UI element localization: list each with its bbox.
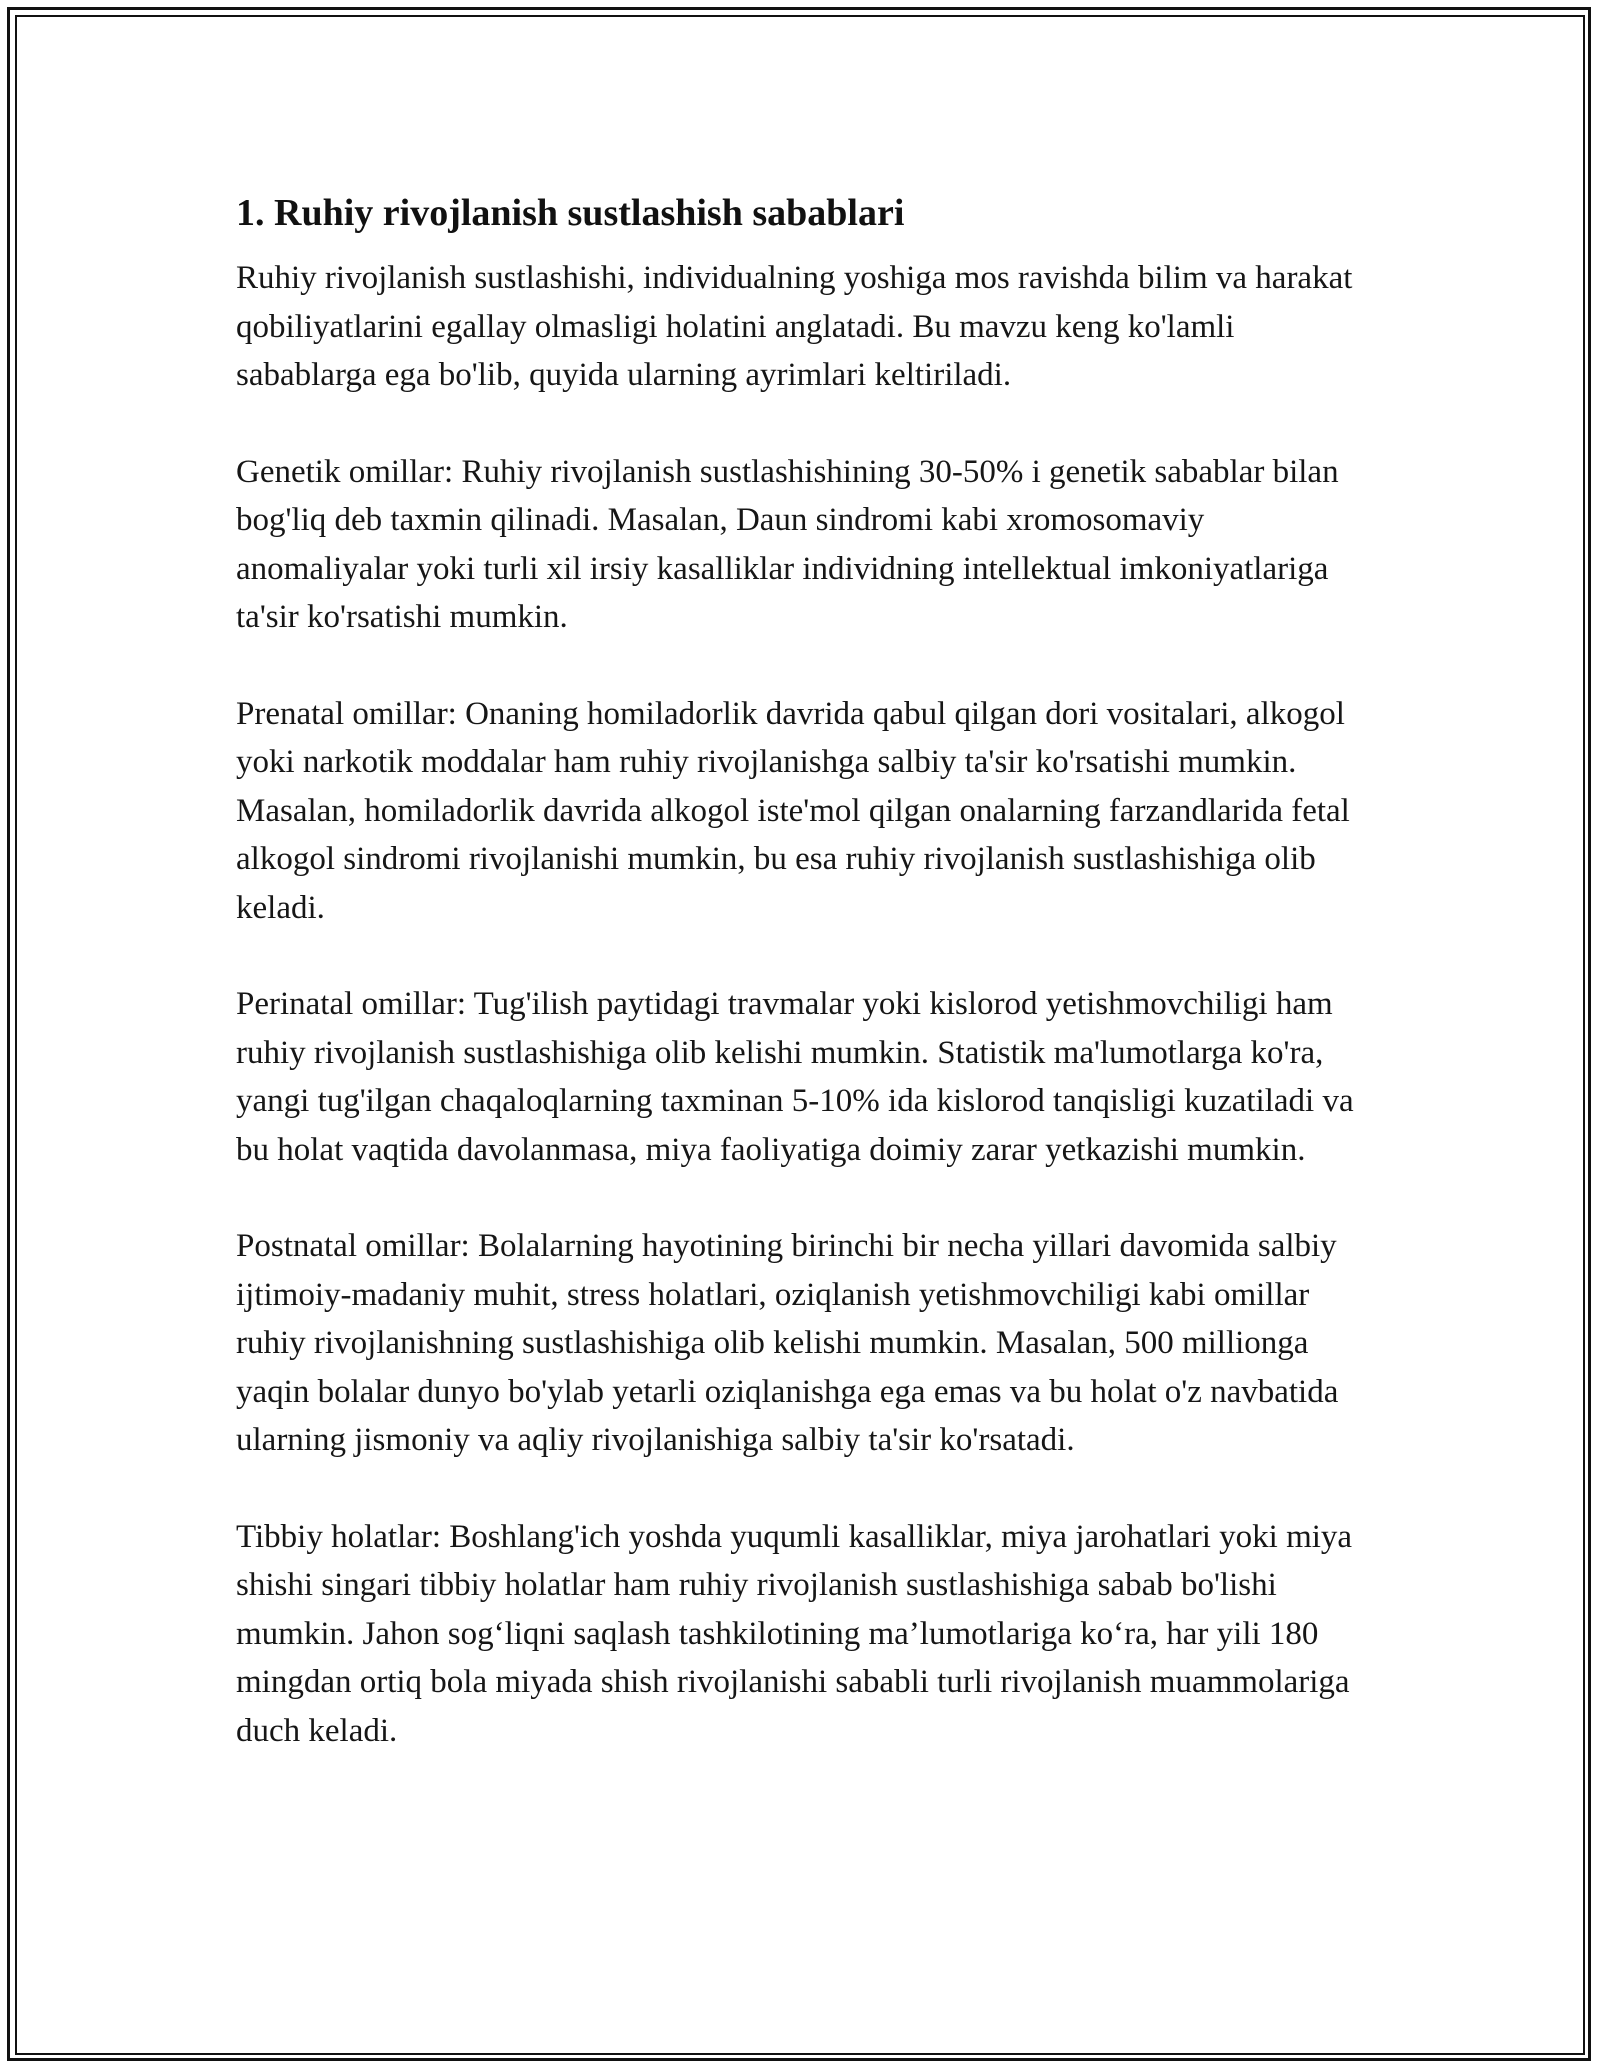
paragraph-postnatal-factors: Postnatal omillar: Bolalarning hayotining birinchi bir necha yillari davomida salbiy ijtimoiy-madaniy muhit, stress holatlari, oziqlanish yetishmovchiligi kabi omillar ruhiy rivojlanishning sustlashishiga olib kelishi mumkin. Masalan, 500 millionga yaqin bolalar dunyo bo'ylab yetarli oziqlanishga ega emas va bu holat o'z navbatida ularning jismoniy va aqliy rivojlanishiga salbiy ta'sir ko'rsatadi.: [236, 1228, 1339, 1458]
paragraph-perinatal-factors: Perinatal omillar: Tug'ilish paytidagi travmalar yoki kislorod yetishmovchiligi ham ruhiy rivojlanish sustlashishiga olib kelishi mumkin. Statistik ma'lumotlarga ko'ra, yangi tug'ilgan chaqaloqlarning taxminan 5-10% ida kislorod tanqisligi kuzatiladi va bu holat vaqtida davolanmasa, miya faoliyatiga doimiy zarar yetkazishi mumkin.: [236, 986, 1354, 1168]
document-body: [236, 188, 1376, 1803]
paragraph-genetic-factors: Genetik omillar: Ruhiy rivojlanish sustlashishining 30-50% i genetik sabablar bilan bog'liq deb taxmin qilinadi. Masalan, Daun sindromi kabi xromosomaviy anomaliyalar yoki turli xil irsiy kasalliklar individning intellektual imkoniyatlariga ta'sir ko'rsatishi mumkin.: [236, 453, 1339, 635]
section-title: 1. Ruhiy rivojlanish sustlashish sabablari: [236, 192, 905, 234]
paragraph-intro: Ruhiy rivojlanish sustlashishi, individualning yoshiga mos ravishda bilim va harakat qobiliyatlarini egallay olmasligi holatini anglatadi. Bu mavzu keng ko'lamli sabablarga ega bo'lib, quyida ularning ayrimlari keltiriladi.: [236, 260, 1353, 393]
paragraph-prenatal-factors: Prenatal omillar: Onaning homiladorlik davrida qabul qilgan dori vositalari, alkogol yoki narkotik moddalar ham ruhiy rivojlanishga salbiy ta'sir ko'rsatishi mumkin. Masalan, homiladorlik davrida alkogol iste'mol qilgan onalarning farzandlarida fetal alkogol sindromi rivojlanishi mumkin, bu esa ruhiy rivojlanish sustlashishiga olib keladi.: [236, 695, 1350, 926]
paragraph-medical-conditions: Tibbiy holatlar: Boshlang'ich yoshda yuqumli kasalliklar, miya jarohatlari yoki miya shishi singari tibbiy holatlar ham ruhiy rivojlanish sustlashishiga sabab bo'lishi mumkin. Jahon sog‘liqni saqlash tashkilotining ma’lumotlariga ko‘ra, har yili 180 mingdan ortiq bola miyada shish rivojlanishi sababli turli rivojlanish muammolariga duch keladi.: [236, 1518, 1353, 1749]
